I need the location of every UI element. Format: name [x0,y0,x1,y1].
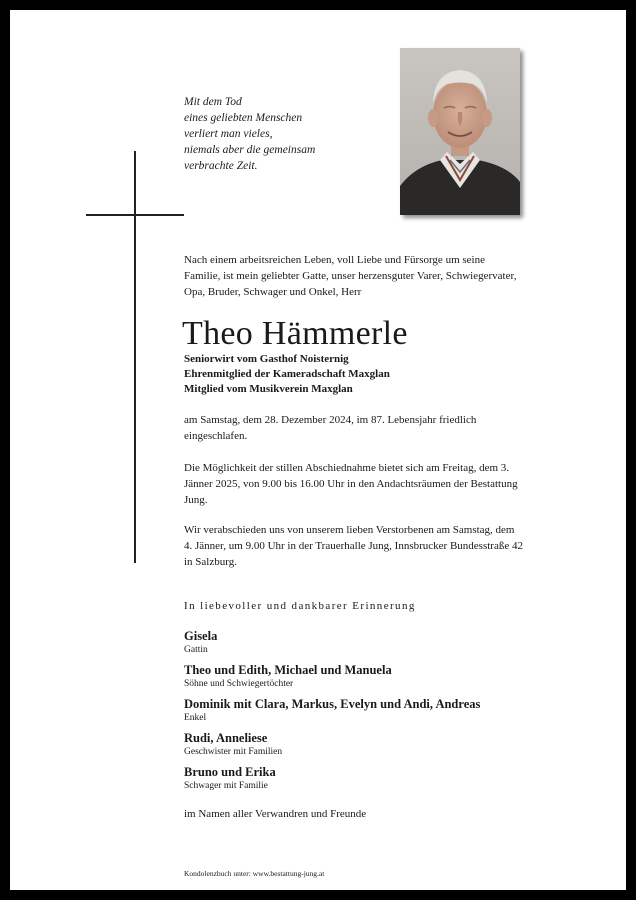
cross-vertical-bar [134,151,136,563]
title-line: Mitglied vom Musikverein Maxglan [184,383,353,395]
mourner-entry [184,764,480,792]
quote-line: verbrachte Zeit. [184,160,258,172]
title-line: Ehrenmitglied der Kameradschaft Maxglan [184,368,390,380]
closing-line: im Namen aller Verwandren und Freunde [184,808,367,820]
mourner-names: Rudi, Anneliese [184,731,268,745]
memorial-quote [184,94,315,174]
mourner-entry [184,662,480,690]
mourner-relation: Schwager mit Familie [184,781,268,791]
intro-paragraph: Nach einem arbeitsreichen Leben, voll Liebe und Fürsorge um seine Familie, ist mein geliebter Gatte, unser herzensguter Varer, Schwiegervater, Opa, Bruder, Schwager und Onkel, Herr [184,254,517,298]
mourner-names: Gisela [184,629,218,643]
quote-line: verliert man vieles, [184,128,273,140]
mourner-relation: Enkel [184,713,207,723]
condolence-book-link[interactable]: Kondolenzbuch unter: www.bestattung-jung.at [184,869,325,878]
cross-horizontal-bar [86,214,184,216]
portrait-image [400,48,520,215]
mourner-relation: Geschwister mit Familien [184,747,283,757]
deceased-name: Theo Hämmerle [182,315,408,352]
farewell-paragraph: Wir verabschieden uns von unserem lieben Verstorbenen am Samstag, dem 4. Jänner, um 9.00 Uhr in der Trauerhalle Jung, Innsbrucker Bundesstraße 42 in Salzburg. [184,524,523,568]
viewing-paragraph: Die Möglichkeit der stillen Abschiednahme bietet sich am Freitag, dem 3. Jänner 2025, von 9.00 bis 16.00 Uhr in den Andachtsräumen der Bestattung Jung. [184,462,518,506]
title-line: Seniorwirt vom Gasthof Noisternig [184,353,349,365]
mourner-entry [184,628,480,656]
mourner-entry [184,730,480,758]
quote-line: niemals aber die gemeinsam [184,144,316,156]
mourner-entry [184,696,480,724]
mourner-names: Dominik mit Clara, Markus, Evelyn und Andi, Andreas [184,697,481,711]
mourner-relation: Gattin [184,645,208,655]
mourner-names: Bruno und Erika [184,765,276,779]
quote-line: eines geliebten Menschen [184,112,303,124]
remembrance-heading: In liebevoller und dankbarer Erinnerung [184,600,416,612]
mourner-names: Theo und Edith, Michael und Manuela [184,663,392,677]
quote-line: Mit dem Tod [184,96,242,108]
portrait-photo [400,48,520,215]
mourner-relation: Söhne und Schwiegertöchter [184,679,294,689]
death-date-paragraph: am Samstag, dem 28. Dezember 2024, im 87. Lebensjahr friedlich eingeschlafen. [184,414,477,442]
deceased-titles [184,352,390,397]
mourners-list [184,628,480,798]
